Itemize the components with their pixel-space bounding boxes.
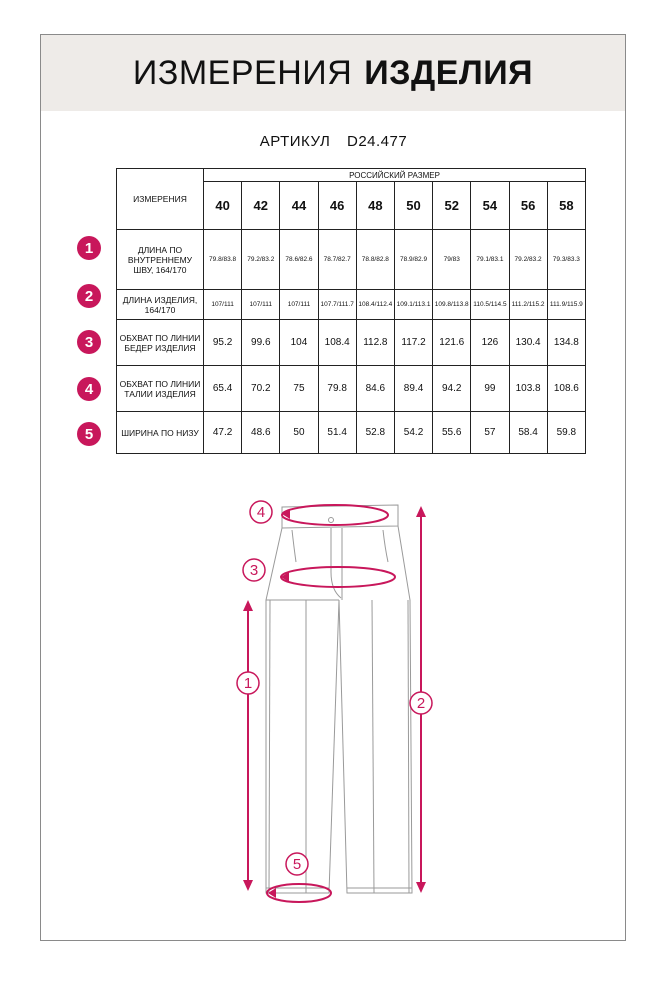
table-cell: 111.2/115.2 bbox=[509, 290, 547, 320]
table-cell: 78.6/82.6 bbox=[280, 230, 318, 290]
size-40: 40 bbox=[204, 182, 242, 230]
table-cell: 108.4 bbox=[318, 320, 356, 366]
table-cell: 99.6 bbox=[242, 320, 280, 366]
row-label: ДЛИНА ИЗДЕЛИЯ, 164/170 bbox=[117, 290, 204, 320]
row-number-badge: 3 bbox=[77, 330, 101, 354]
diagram-marker-labels bbox=[244, 504, 425, 873]
table-cell: 52.8 bbox=[356, 412, 394, 454]
marker-3-label: 3 bbox=[249, 562, 259, 579]
size-54: 54 bbox=[471, 182, 509, 230]
table-cell: 103.8 bbox=[509, 366, 547, 412]
row-number-badge: 5 bbox=[77, 422, 101, 446]
row-number-badge: 4 bbox=[77, 377, 101, 401]
table-cell: 58.4 bbox=[509, 412, 547, 454]
table-cell: 117.2 bbox=[394, 320, 432, 366]
table-cell: 107.7/111.7 bbox=[318, 290, 356, 320]
arrow-heads bbox=[243, 506, 426, 898]
table-cell: 79.2/83.2 bbox=[242, 230, 280, 290]
table-cell: 94.2 bbox=[433, 366, 471, 412]
size-46: 46 bbox=[318, 182, 356, 230]
table-cell: 89.4 bbox=[394, 366, 432, 412]
table-cell: 107/111 bbox=[204, 290, 242, 320]
article-label: АРТИКУЛ bbox=[259, 133, 331, 150]
marker-4-label: 4 bbox=[256, 504, 266, 521]
size-50: 50 bbox=[394, 182, 432, 230]
table-cell: 108.4/112.4 bbox=[356, 290, 394, 320]
row-number-badge: 1 bbox=[77, 236, 101, 260]
row-label: ШИРИНА ПО НИЗУ bbox=[117, 412, 204, 454]
size-52: 52 bbox=[433, 182, 471, 230]
size-56: 56 bbox=[509, 182, 547, 230]
table-cell: 47.2 bbox=[204, 412, 242, 454]
marker-2-label: 2 bbox=[416, 695, 426, 712]
table-cell: 126 bbox=[471, 320, 509, 366]
table-cell: 75 bbox=[280, 366, 318, 412]
row-number-badge: 2 bbox=[77, 284, 101, 308]
table-cell: 79.3/83.3 bbox=[547, 230, 585, 290]
table-cell: 95.2 bbox=[204, 320, 242, 366]
table-cell: 110.5/114.5 bbox=[471, 290, 509, 320]
row-label: ОБХВАТ ПО ЛИНИИ ТАЛИИ ИЗДЕЛИЯ bbox=[117, 366, 204, 412]
table-cell: 111.9/115.9 bbox=[547, 290, 585, 320]
table-cell: 112.8 bbox=[356, 320, 394, 366]
hip-measure-ellipse bbox=[281, 567, 395, 587]
table-cell: 121.6 bbox=[433, 320, 471, 366]
table-cell: 107/111 bbox=[280, 290, 318, 320]
size-header: РОССИЙСКИЙ РАЗМЕР bbox=[204, 169, 586, 182]
table-cell: 50 bbox=[280, 412, 318, 454]
table-cell: 70.2 bbox=[242, 366, 280, 412]
measurements-header: ИЗМЕРЕНИЯ bbox=[117, 169, 204, 230]
table-cell: 78.8/82.8 bbox=[356, 230, 394, 290]
table-cell: 48.6 bbox=[242, 412, 280, 454]
table-cell: 108.6 bbox=[547, 366, 585, 412]
title-bold: ИЗДЕЛИЯ bbox=[364, 53, 534, 92]
table-cell: 79.8 bbox=[318, 366, 356, 412]
table-cell: 79.1/83.1 bbox=[471, 230, 509, 290]
marker-1-label: 1 bbox=[243, 675, 253, 692]
table-cell: 84.6 bbox=[356, 366, 394, 412]
table-cell: 59.8 bbox=[547, 412, 585, 454]
article-code: D24.477 bbox=[347, 133, 408, 150]
table-cell: 134.8 bbox=[547, 320, 585, 366]
trousers-outline bbox=[266, 505, 412, 893]
row-label: ОБХВАТ ПО ЛИНИИ БЕДЕР ИЗДЕЛИЯ bbox=[117, 320, 204, 366]
size-42: 42 bbox=[242, 182, 280, 230]
size-58: 58 bbox=[547, 182, 585, 230]
table-cell: 104 bbox=[280, 320, 318, 366]
table-cell: 57 bbox=[471, 412, 509, 454]
row-label: ДЛИНА ПО ВНУТРЕННЕМУ ШВУ, 164/170 bbox=[117, 230, 204, 290]
table-cell: 107/111 bbox=[242, 290, 280, 320]
table-cell: 99 bbox=[471, 366, 509, 412]
table-cell: 65.4 bbox=[204, 366, 242, 412]
table-cell: 79/83 bbox=[433, 230, 471, 290]
table-cell: 109.8/113.8 bbox=[433, 290, 471, 320]
table-cell: 51.4 bbox=[318, 412, 356, 454]
size-48: 48 bbox=[356, 182, 394, 230]
table-cell: 54.2 bbox=[394, 412, 432, 454]
marker-5-label: 5 bbox=[292, 856, 302, 873]
table-cell: 78.7/82.7 bbox=[318, 230, 356, 290]
table-cell: 79.2/83.2 bbox=[509, 230, 547, 290]
table-cell: 79.8/83.8 bbox=[204, 230, 242, 290]
title-light: ИЗМЕРЕНИЯ bbox=[132, 53, 353, 92]
size-44: 44 bbox=[280, 182, 318, 230]
waist-measure-ellipse bbox=[282, 505, 388, 525]
table-cell: 55.6 bbox=[433, 412, 471, 454]
table-cell: 130.4 bbox=[509, 320, 547, 366]
table-cell: 109.1/113.1 bbox=[394, 290, 432, 320]
table-cell: 78.9/82.9 bbox=[394, 230, 432, 290]
